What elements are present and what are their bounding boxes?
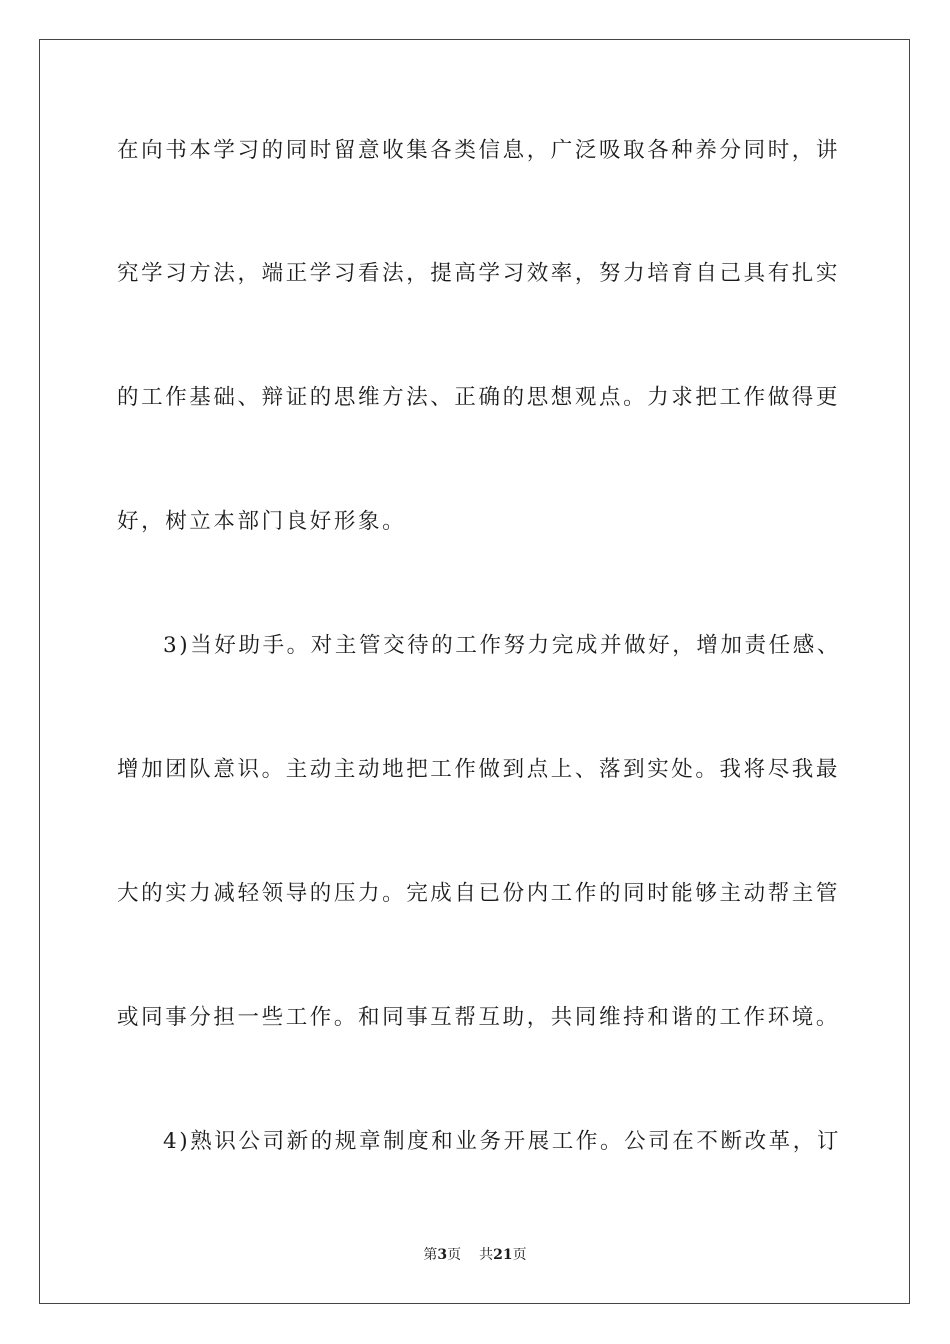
text-line-6: 增加团队意识。主动主动地把工作做到点上、落到实处。我将尽我最 xyxy=(117,757,841,782)
text-line-8: 或同事分担一些工作。和同事互帮互助，共同维持和谐的工作环境。 xyxy=(117,1005,841,1030)
text-line-9: 4)熟识公司新的规章制度和业务开展工作。公司在不断改革，订 xyxy=(163,1129,841,1154)
footer-total-prefix: 共 xyxy=(479,1247,494,1263)
text-line-5: 3)当好助手。对主管交待的工作努力完成并做好，增加责任感、 xyxy=(163,633,841,658)
text-line-3: 的工作基础、辩证的思维方法、正确的思想观点。力求把工作做得更 xyxy=(117,385,841,410)
text-line-7: 大的实力减轻领导的压力。完成自已份内工作的同时能够主动帮主管 xyxy=(117,881,841,906)
text-line-1: 在向书本学习的同时留意收集各类信息，广泛吸取各种养分同时，讲 xyxy=(117,138,841,163)
page-border xyxy=(39,39,910,1304)
footer-total-pages: 21 xyxy=(493,1247,513,1263)
text-line-2: 究学习方法，端正学习看法，提高学习效率，努力培育自己具有扎实 xyxy=(117,261,841,286)
footer-page-prefix: 第 xyxy=(423,1247,438,1263)
footer-page-suffix: 页 xyxy=(447,1247,462,1263)
footer-total-suffix: 页 xyxy=(512,1247,527,1263)
page-footer xyxy=(0,1246,950,1264)
footer-page-number: 3 xyxy=(437,1247,448,1263)
text-line-4: 好，树立本部门良好形象。 xyxy=(117,509,407,534)
